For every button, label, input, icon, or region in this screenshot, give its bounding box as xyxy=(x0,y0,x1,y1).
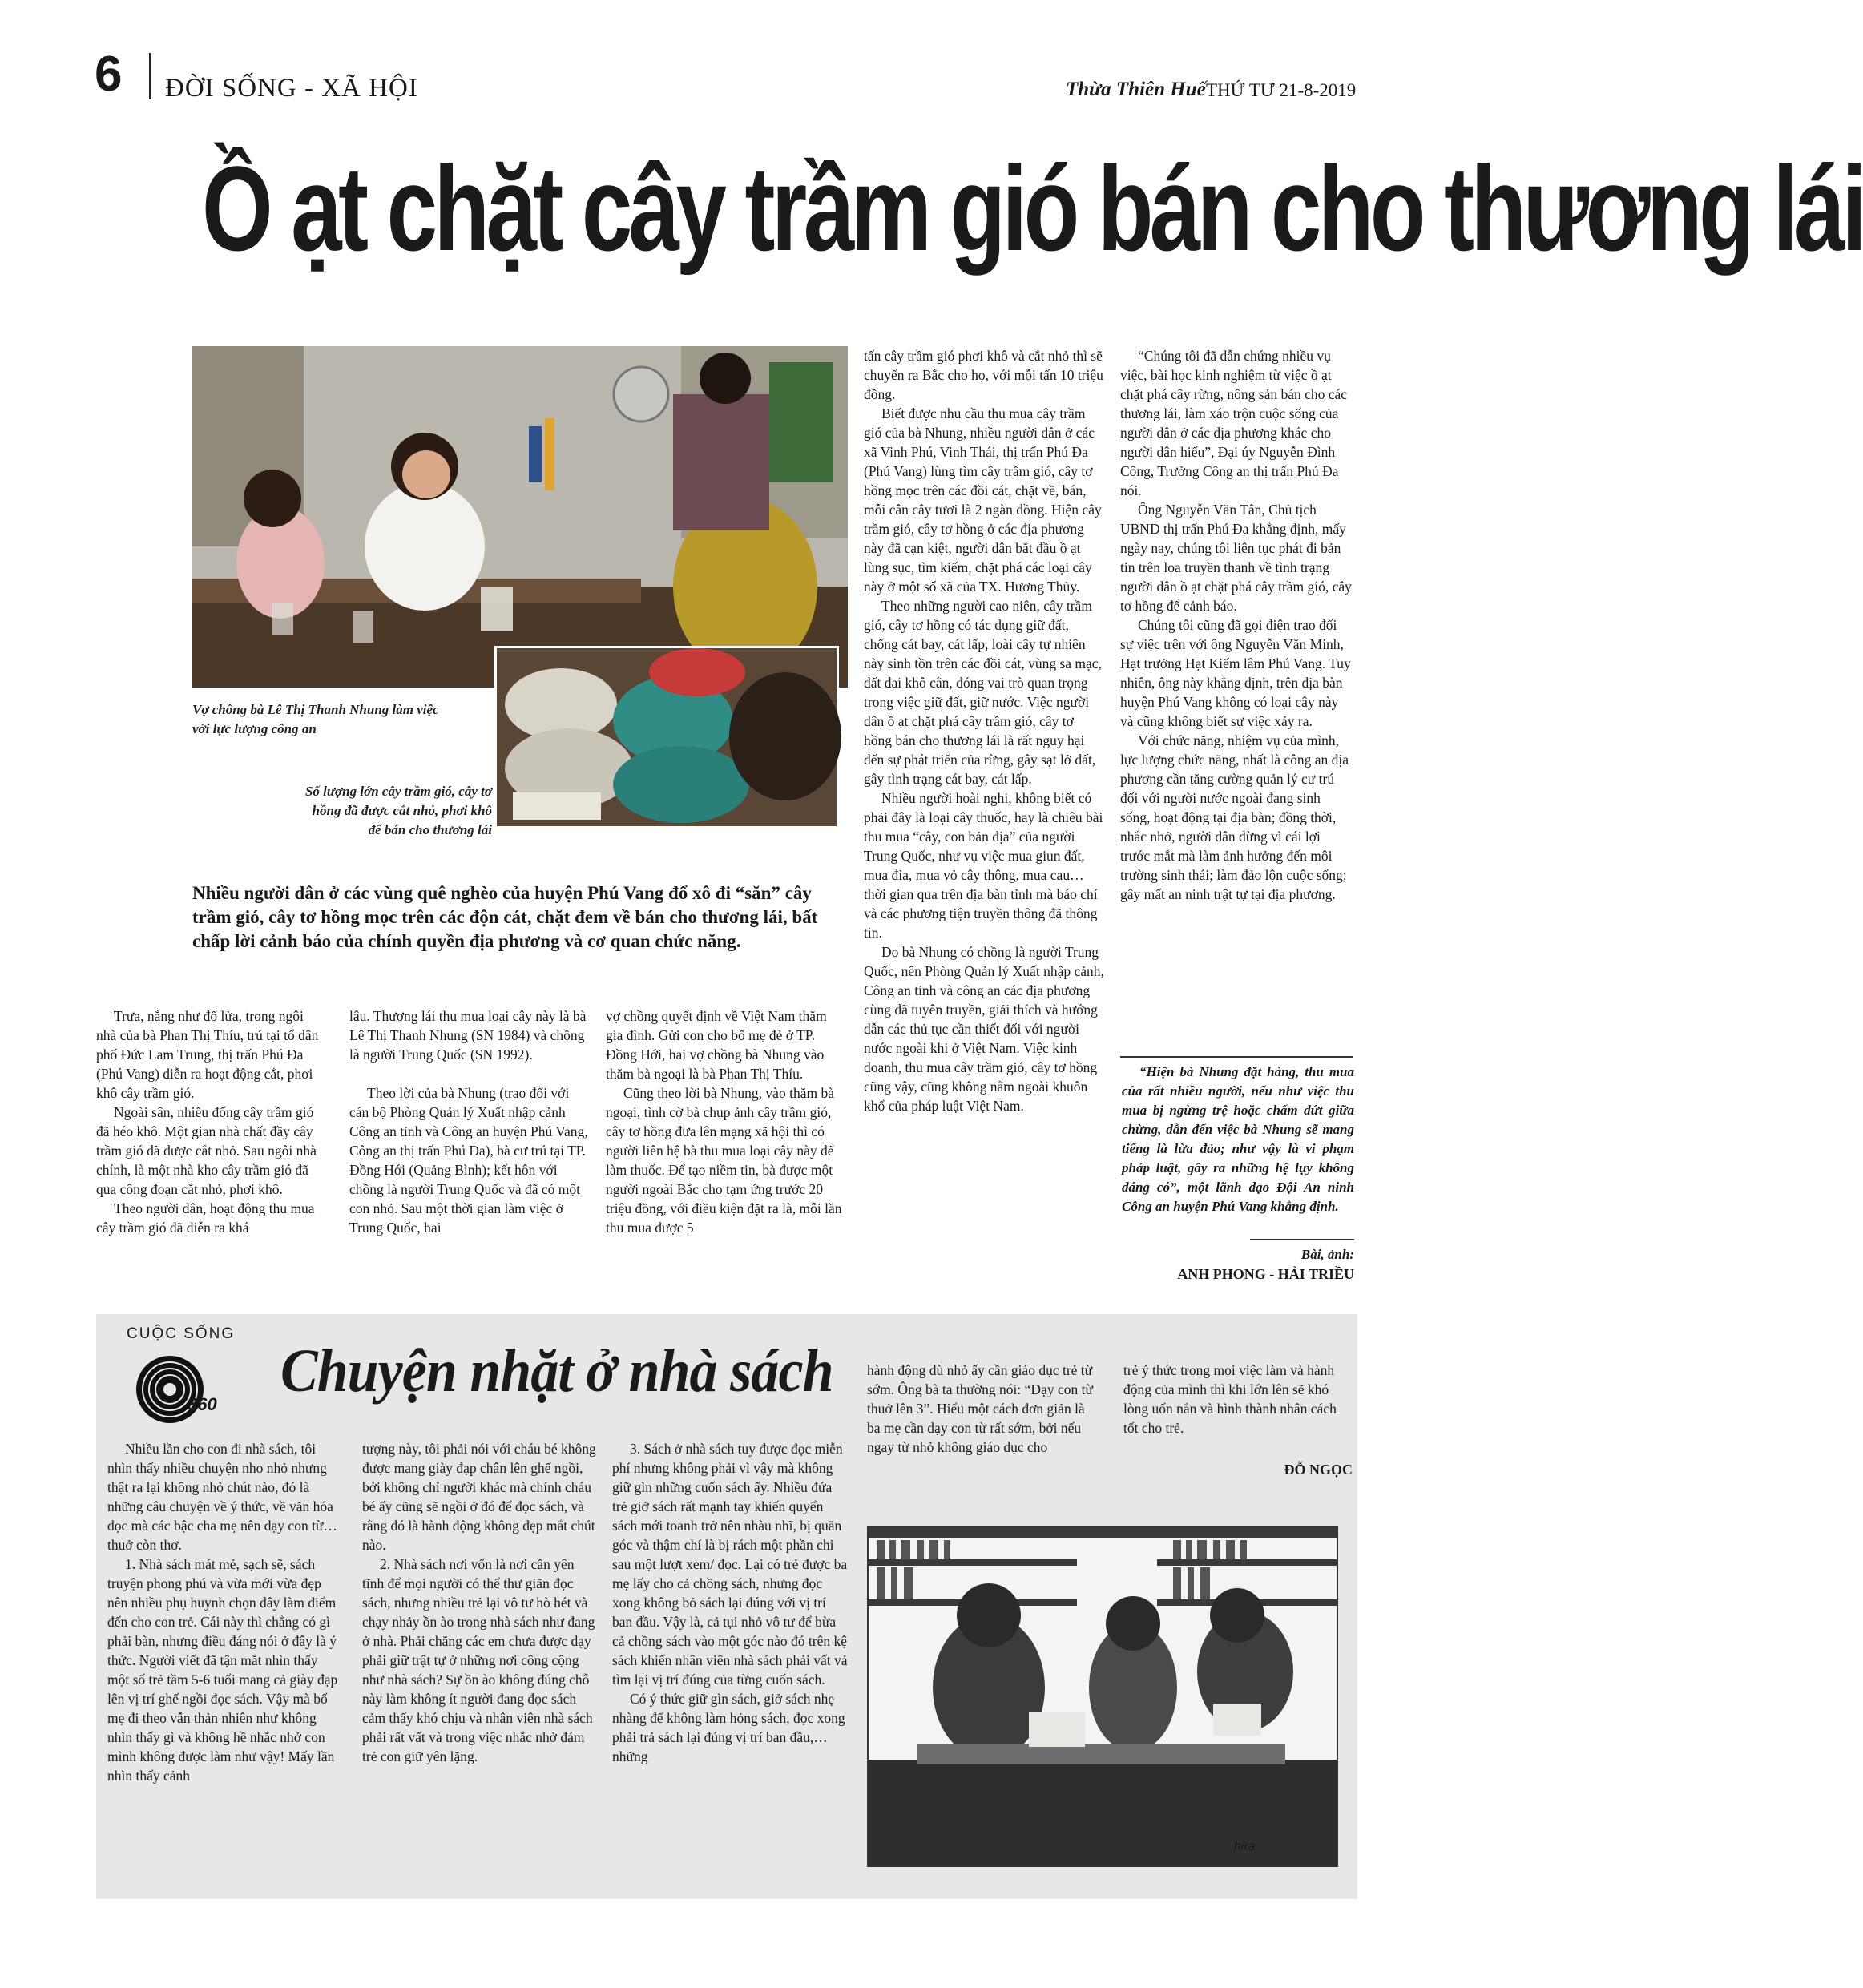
quote-divider xyxy=(1120,1056,1353,1058)
logo-label: CUỘC SỐNG xyxy=(127,1325,236,1342)
feature-column-1 xyxy=(107,1439,340,1785)
header-divider xyxy=(149,53,151,99)
paragraph: Theo lời của bà Nhung (trao đổi với cán bộ Phòng Quản lý Xuất nhập cảnh Công an tỉnh và Công an huyện Phú Vang, Công an thị trấn Phú Đa), bà cư trú tại TP. Đồng Hới (Quảng Bình); kết hôn với chồng là người Trung Quốc và đã có một con nhỏ. Sau một thời gian làm việc ở Trung Quốc, hai xyxy=(349,1085,588,1236)
bookstore-drawing xyxy=(869,1527,1337,1865)
feature-title: Chuyện nhặt ở nhà sách xyxy=(280,1337,833,1405)
byline-label: Bài, ảnh: xyxy=(1300,1247,1354,1262)
paragraph: 1. Nhà sách mát mẻ, sạch sẽ, sách truyện phong phú và vừa mới vừa đẹp nên nhiều phụ huynh chọn đây làm điểm đến cho con trẻ. Cái này thì chẳng có gì phải bàn, nhưng điều đáng nói ở đây là ý thức. Người viết đã tận mắt nhìn thấy một số trẻ tầm 5-6 tuổi mang cả giày đạp lên vị trí ghế ngồi đọc sách. Vậy mà bố mẹ đi theo vẫn thản nhiên như không nhìn thấy gì và không hề nhắc nhở con mình không được làm như vậy! Mấy lần nhìn thấy cảnh xyxy=(107,1556,338,1784)
paragraph: Biết được nhu cầu thu mua cây trầm gió của bà Nhung, nhiều người dân ở các xã Vinh Phú, Vinh Thái, thị trấn Phú Đa (Phú Vang) lùng tìm cây trầm gió, cây tơ hồng mọc trên các đồi cát, chặt về, bán, mỗi cân cây tươi là 2 ngàn đồng. Hiện cây trầm gió, cây tơ hồng ở các địa phương này đã cạn kiệt, người dân bắt đầu ồ ạt lùng sục, tìm kiếm, chặt phá các loại cây này ở một số xã của TX. Hương Thủy. xyxy=(864,405,1102,595)
byline-authors: ANH PHONG - HẢI TRIỀU xyxy=(1177,1266,1354,1282)
paragraph: vợ chồng quyết định về Việt Nam thăm gia đình. Gửi con cho bố mẹ đẻ ở TP. Đồng Hới, hai vợ chồng bà Nhung vào thăm bà ngoại là bà Phan Thị Thíu. xyxy=(606,1008,827,1082)
article-lead: Nhiều người dân ở các vùng quê nghèo của huyện Phú Vang đổ xô đi “săn” cây trầm gió, cây tơ hồng mọc trên các độn cát, chặt đem về bán cho thương lái, bất chấp lời cảnh báo của chính quyền địa phương và cơ quan chức năng. xyxy=(192,883,818,951)
paragraph: Theo những người cao niên, cây trầm gió, cây tơ hồng có tác dụng giữ đất, chống cát bay, cát lấp, loài cây tự nhiên này sinh tồn trên các đồi cát, vùng sa mạc, đất đai khô cằn, đóng vai trò quan trọng trong việc giữ đất, giữ nước. Việc người dân ồ ạt chặt phá cây trầm gió, cây tơ hồng bán cho thương lái là rất nguy hại đến sự phát triển của rừng, gây sạt lở đất, gây tình trạng cát bay, cát lấp. xyxy=(864,598,1102,787)
paragraph: Ngoài sân, nhiều đống cây trầm gió đã héo khô. Một gian nhà chất đầy cây trầm gió đã được cắt nhỏ. Sau ngôi nhà chính, là một nhà kho cây trầm gió đã qua công đoạn cắt nhỏ, phơi khô. xyxy=(96,1104,317,1197)
paragraph: lâu. Thương lái thu mua loại cây này là bà Lê Thị Thanh Nhung (SN 1984) và chồng là người Trung Quốc (SN 1992). xyxy=(349,1008,587,1063)
paragraph: tượng này, tôi phải nói với cháu bé không được mang giày đạp chân lên ghế ngồi, bởi không chỉ người khác mà chính cháu bé ấy cũng sẽ ngồi ở đó để đọc sách, và rằng đó là hành động không đẹp mắt chút nào. xyxy=(362,1441,596,1553)
photo-police-meeting xyxy=(192,346,848,688)
paragraph: Nhiều người hoài nghi, không biết có phải đây là loại cây thuốc, hay là chiêu bài thu mua “cây, con bản địa” của người Trung Quốc, như vụ việc mua giun đất, mua đỉa, mua vỏ cây thông, mua cau… thời gian qua trên địa bàn tỉnh mà báo chí và các phương tiện truyền thông đã thông tin. xyxy=(864,790,1103,941)
paragraph: Với chức năng, nhiệm vụ của mình, lực lượng chức năng, nhất là công an địa phương cần tăng cường quản lý cư trú đối với người nước ngoài đang sinh sống, hoạt động tại địa bàn; đồng thời, nhắc nhở, người dân đừng vì cái lợi trước mắt mà làm ảnh hưởng đến môi trường sinh thái; làm đảo lộn cuộc sống; gây mất an ninh trật tự tại địa phương. xyxy=(1120,732,1349,902)
article-column-2 xyxy=(349,1006,590,1237)
feature-column-5 xyxy=(1123,1361,1352,1438)
bookstore-illustration xyxy=(867,1526,1338,1867)
article-column-5 xyxy=(1120,346,1353,904)
article-column-4 xyxy=(864,346,1104,1115)
article-column-1 xyxy=(96,1006,321,1237)
issue-date: THỨ TƯ 21-8-2019 xyxy=(1206,80,1357,100)
logo-number: 360 xyxy=(188,1394,217,1414)
feature-column-4 xyxy=(867,1361,1101,1457)
illustration-signature: hira xyxy=(1234,1840,1256,1853)
page-number: 6 xyxy=(95,46,123,102)
photo-dried-plants-bags xyxy=(494,646,839,829)
article-column-3 xyxy=(606,1006,846,1237)
paragraph: Nhiều lần cho con đi nhà sách, tôi nhìn thấy nhiều chuyện nho nhỏ nhưng thật ra lại không nhỏ chút nào, đó là những câu chuyện về ý thức, về văn hóa đọc mà các bậc cha mẹ nên dạy con từ… thuở còn thơ. xyxy=(107,1441,337,1553)
photo-scene-illustration xyxy=(192,346,848,688)
credit-divider xyxy=(1250,1239,1354,1240)
paragraph: “Chúng tôi đã dẫn chứng nhiều vụ việc, bài học kinh nghiệm từ việc ồ ạt chặt phá cây rừng, nông sản bán cho các thương lái, làm xáo trộn cuộc sống của người dân ở các địa phương khác cho người dân hiểu”, Đại úy Nguyễn Đình Công, Trưởng Công an thị trấn Phú Đa nói. xyxy=(1120,348,1348,498)
paragraph: Theo người dân, hoạt động thu mua cây trầm gió đã diễn ra khá xyxy=(96,1200,315,1236)
paragraph: Trưa, nắng như đổ lửa, trong ngôi nhà của bà Phan Thị Thíu, trú tại tổ dân phố Đức Lam Trung, thị trấn Phú Đa (Phú Vang) diễn ra hoạt động cắt, phơi khô cây trầm gió. xyxy=(96,1008,319,1101)
photo-caption-main: Vợ chồng bà Lê Thị Thanh Nhung làm việc với lực lượng công an xyxy=(192,702,439,736)
feature-column-2 xyxy=(362,1439,596,1766)
paragraph: trẻ ý thức trong mọi việc làm và hành động của mình thì khi lớn lên sẽ khó lòng uốn nắn và hình thành nhân cách tốt cho trẻ. xyxy=(1123,1362,1337,1436)
feature-author: ĐỖ NGỌC xyxy=(1284,1462,1353,1478)
pull-quote: “Hiện bà Nhung đặt hàng, thu mua của rất nhiều người, nếu như việc thu mua bị ngừng trệ hoặc chấm dứt giữa chừng, dẫn đến việc bà Nhung sẽ mang tiếng là lừa đảo; như vậy là vi phạm pháp luật, gây ra những hệ lụy không đáng có”, một lãnh đạo Đội An ninh Công an huyện Phú Vang khẳng định. xyxy=(1122,1064,1354,1214)
paragraph: Có ý thức giữ gìn sách, giở sách nhẹ nhàng để không làm hỏng sách, đọc xong phải trả sách lại đúng vị trí ban đầu,… những xyxy=(612,1691,845,1764)
paragraph: Do bà Nhung có chồng là người Trung Quốc, nên Phòng Quản lý Xuất nhập cảnh, Công an tỉnh và công an các địa phương cùng đã tuyên truyền, giải thích và hướng dẫn các thủ tục cần thiết đối với người nước ngoài khi ở Việt Nam. Việc kinh doanh, thu mua cây trầm gió, cây tơ hồng cũng vậy, cũng không nằm ngoài khuôn khổ của pháp luật Việt Nam. xyxy=(864,944,1104,1114)
paragraph: Cũng theo lời bà Nhung, vào thăm bà ngoại, tình cờ bà chụp ảnh cây trầm gió, cây tơ hồng đưa lên mạng xã hội thì có người liên hệ bà thu mua loại cây này để làm thuốc. Để tạo niềm tin, bà được một người ngoài Bắc cho tạm ứng trước 20 triệu đồng, với điều kiện đặt ra là, mỗi lần thu mua được 5 xyxy=(606,1085,842,1236)
paragraph: 3. Sách ở nhà sách tuy được đọc miễn phí nhưng không phải vì vậy mà không giữ gìn những cuốn sách ấy. Nhiều đứa trẻ giở sách rất mạnh tay khiến quyển sách mới toanh trở nên nhàu nhĩ, bị quăn góc và thậm chí là bị rách một phần chỉ sau một lượt xem/ đọc. Lại có trẻ được ba mẹ lấy cho cả chồng sách, nhưng đọc xong không bỏ sách lại đúng với vị trí ban đầu. Vậy là, cả tụi nhỏ vô tư để bừa cả chồng sách vào một góc nào đó trên kệ sách khiến nhân viên nhà sách phải vất vả tìm lại vị trí đúng của từng cuốn sách. xyxy=(612,1441,848,1688)
feature-column-3 xyxy=(612,1439,848,1766)
newspaper-name: Thừa Thiên Huế xyxy=(1066,79,1206,100)
paragraph: tấn cây trầm gió phơi khô và cắt nhỏ thì sẽ chuyển ra Bắc cho họ, với mỗi tấn 10 triệu đồng. xyxy=(864,348,1103,402)
photo-caption-inset: Số lượng lớn cây trầm gió, cây tơ hồng đã được cắt nhỏ, phơi khô để bán cho thương lái xyxy=(304,784,492,837)
paragraph: Chúng tôi cũng đã gọi điện trao đổi sự việc trên với ông Nguyễn Văn Minh, Hạt trưởng Hạt Kiểm lâm Phú Vang. Tuy nhiên, ông này khẳng định, trên địa bàn huyện Phú Vang không có loại cây này và cũng không biết sự việc xảy ra. xyxy=(1120,617,1351,729)
paragraph: hành động dù nhỏ ấy cần giáo dục trẻ từ sớm. Ông bà ta thường nói: “Dạy con từ thuở lên 3”. Hiểu một cách đơn giản là ba mẹ cần dạy con từ rất sớm, bởi nếu ngay từ nhỏ không giáo dục cho xyxy=(867,1362,1093,1455)
section-title: ĐỜI SỐNG - XÃ HỘI xyxy=(165,74,418,103)
paragraph: Ông Nguyễn Văn Tân, Chủ tịch UBND thị trấn Phú Đa khẳng định, mấy ngày nay, chúng tôi liên tục phát đi bản tin trên loa truyền thanh về tình trạng người dân ồ ạt chặt phá cây trầm gió, cây tơ hồng để cảnh báo. xyxy=(1120,502,1352,614)
paragraph: 2. Nhà sách nơi vốn là nơi cần yên tĩnh để mọi người có thể thư giãn đọc sách, nhưng nhiều trẻ lại vô tư hò hét và chạy nhảy ồn ào trong nhà sách như đang ở nhà. Phải chăng các em chưa được dạy phải giữ trật tự ở những nơi công cộng như nhà sách? Sự ồn ào không đúng chỗ này làm không ít người đang đọc sách cảm thấy khó chịu và nhân viên nhà sách phải rất vất và trong việc nhắc nhở đám trẻ con giữ yên lặng. xyxy=(362,1556,595,1764)
inset-scene-illustration xyxy=(497,648,837,826)
article-headline: Ồ ạt chặt cây trầm gió bán cho thương lái xyxy=(202,141,1863,276)
